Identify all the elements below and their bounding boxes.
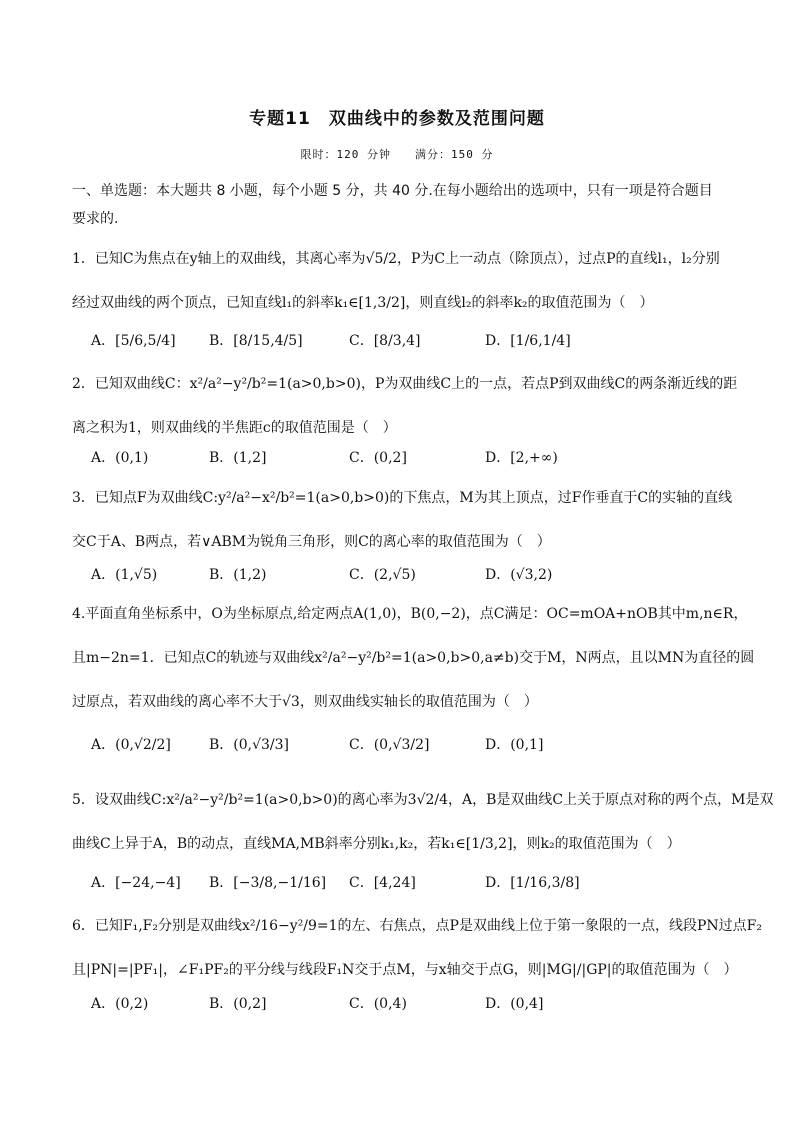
option-d[interactable]: D．[1/6,1/4]	[485, 333, 571, 349]
option-d[interactable]: D．[2,+∞)	[485, 450, 558, 466]
option-b[interactable]: B．(0,2]	[209, 996, 267, 1012]
question-4	[72, 602, 755, 714]
option-a[interactable]: A．(0,1)	[91, 450, 149, 466]
option-b[interactable]: B．(0,√3/3]	[209, 737, 290, 753]
question-4-line-2: 且m−2n=1．已知点C的轨迹与双曲线x²/a²−y²/b²=1(a>0,b>0,a≠b)交于M，N两点，且以MN为直径的圆	[72, 650, 755, 666]
question-2	[72, 372, 738, 440]
option-b[interactable]: B．(1,2)	[209, 567, 267, 583]
question-4-line-3: 过原点，若双曲线的离心率不大于√3，则双曲线实轴长的取值范围为（ ）	[72, 694, 538, 710]
option-a[interactable]: A．[−24,−4]	[91, 875, 181, 891]
option-c[interactable]: C．(0,√3/2]	[349, 737, 430, 753]
question-4-line-1: 4.平面直角坐标系中，O为坐标原点,给定两点A(1,0)，B(0,−2)，点C满足：OC=mOA+nOB其中m,n∈R，	[72, 606, 748, 622]
question-5-line-1: 5．设双曲线C:x²/a²−y²/b²=1(a>0,b>0)的离心率为3√2/4，A，B是双曲线C上关于原点对称的两个点，M是双	[72, 792, 774, 808]
exam-meta: 限时：120 分钟 满分：150 分	[300, 148, 494, 161]
option-d[interactable]: D．(0,1]	[485, 737, 544, 753]
question-6-line-1: 6．已知F₁,F₂分别是双曲线x²/16−y²/9=1的左、右焦点，点P是双曲线上位于第一象限的一点，线段PN过点F₂	[72, 918, 762, 934]
question-3-line-2: 交C于A、B两点，若∨ABM为锐角三角形，则C的离心率的取值范围为（ ）	[72, 534, 551, 550]
question-3-line-1: 3．已知点F为双曲线C:y²/a²−x²/b²=1(a>0,b>0)的下焦点，M为其上顶点，过F作垂直于C的实轴的直线	[72, 490, 733, 506]
option-b[interactable]: B．[−3/8,−1/16]	[209, 875, 327, 891]
question-1-line-2: 经过双曲线的两个顶点，已知直线l₁的斜率k₁∈[1,3/2]，则直线l₂的斜率k₂的取值范围为（ ）	[72, 295, 654, 311]
question-1-line-1: 1．已知C为焦点在y轴上的双曲线，其离心率为√5/2，P为C上一动点（除顶点），过点P的直线l₁，l₂分别	[72, 251, 720, 267]
question-6-line-2: 且|PN|=|PF₁|，∠F₁PF₂的平分线与线段F₁N交于点M，与x轴交于点G，则|MG|/|GP|的取值范围为（ ）	[72, 962, 738, 978]
option-c[interactable]: C．(0,4)	[349, 996, 407, 1012]
option-c[interactable]: C．(2,√5)	[349, 567, 416, 583]
page-title: 专题11 双曲线中的参数及范围问题	[249, 109, 545, 129]
question-5-line-2: 曲线C上异于A，B的动点，直线MA,MB斜率分别k₁,k₂，若k₁∈[1/3,2]，则k₂的取值范围为（ ）	[72, 836, 681, 852]
option-a[interactable]: A．[5/6,5/4]	[91, 333, 176, 349]
question-1	[72, 247, 722, 315]
option-c[interactable]: C．[4,24]	[349, 875, 416, 891]
option-c[interactable]: C．[8/3,4]	[349, 333, 421, 349]
option-d[interactable]: D．(0,4]	[485, 996, 544, 1012]
option-c[interactable]: C．(0,2]	[349, 450, 407, 466]
question-6	[72, 914, 762, 982]
question-3	[72, 486, 733, 554]
option-a[interactable]: A．(0,2)	[91, 996, 149, 1012]
question-2-line-1: 2．已知双曲线C：x²/a²−y²/b²=1(a>0,b>0)，P为双曲线C上的一点，若点P到双曲线C的两条渐近线的距	[72, 376, 738, 392]
section-heading: 一、单选题：本大题共 8 小题，每个小题 5 分，共 40 分.在每小题给出的选项中，只有一项是符合题目要求的.	[72, 183, 713, 227]
question-5	[72, 788, 774, 856]
option-d[interactable]: D．(√3,2)	[485, 567, 553, 583]
option-b[interactable]: B．(1,2]	[209, 450, 267, 466]
option-b[interactable]: B．[8/15,4/5]	[209, 333, 303, 349]
option-a[interactable]: A．(1,√5)	[91, 567, 158, 583]
question-2-line-2: 离之积为1，则双曲线的半焦距c的取值范围是（ ）	[72, 420, 397, 436]
option-d[interactable]: D．[1/16,3/8]	[485, 875, 580, 891]
option-a[interactable]: A．(0,√2/2]	[91, 737, 171, 753]
